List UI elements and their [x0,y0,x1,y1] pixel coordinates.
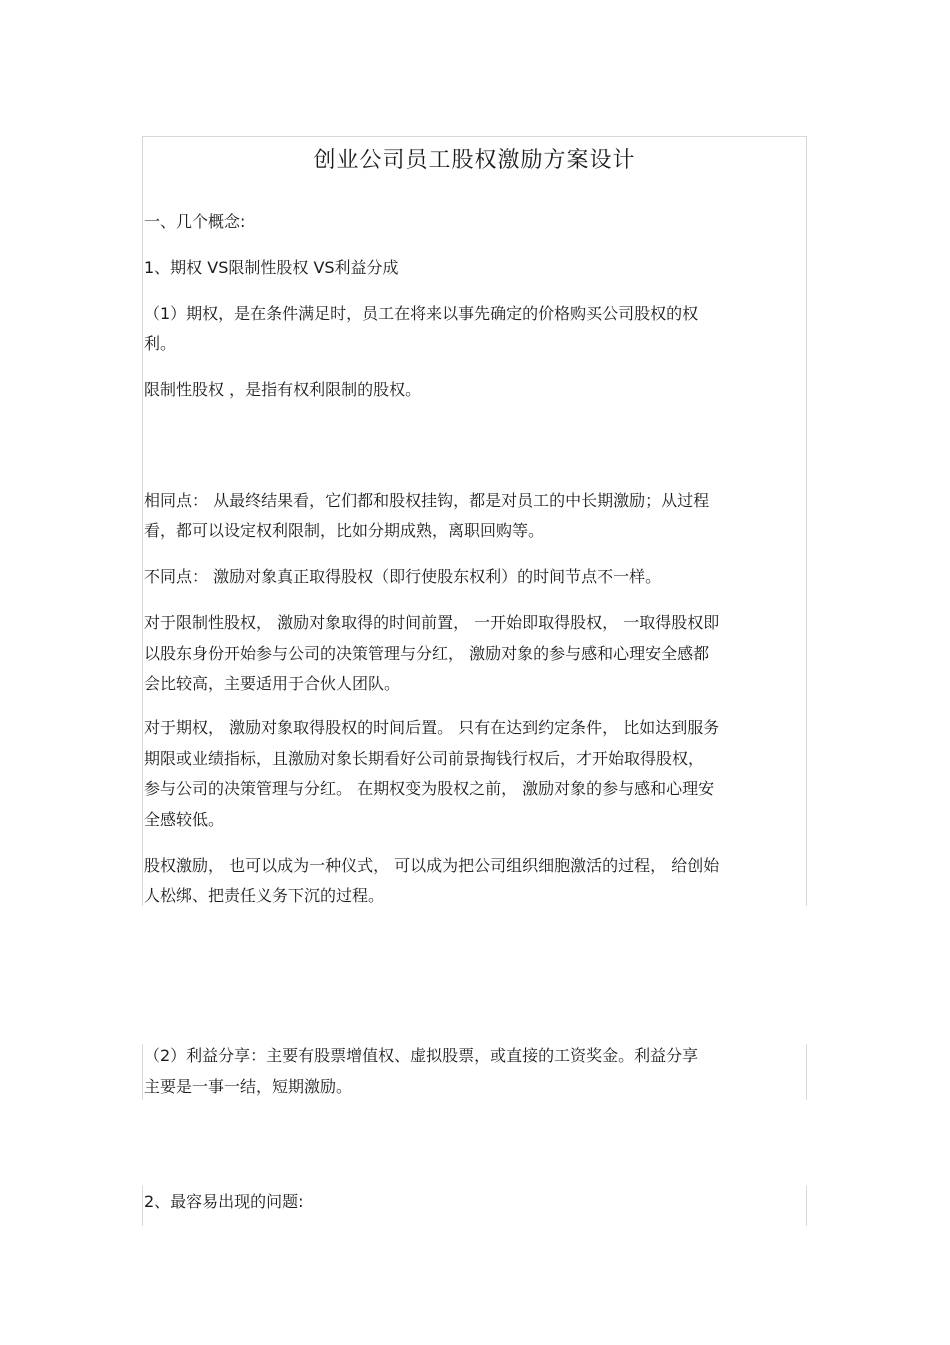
paragraph-line: 限制性股权 ，是指有权利限制的股权。 [144,380,422,399]
paragraph-line: 参与公司的决策管理与分红。 在期权变为股权之前， 激励对象的参与感和心理安 [144,779,715,798]
paragraph-line: （2）利益分享：主要有股票增值权、虚拟股票，或直接的工资奖金。利益分享 [144,1046,699,1065]
paragraph-line: 不同点： 激励对象真正取得股权（即行使股东权利）的时间节点不一样。 [144,567,662,586]
frame-right-border [806,136,807,906]
heading-option-vs: 1、期权 VS限制性股权 VS利益分成 [144,258,399,277]
frame-right-border-3 [806,1186,807,1226]
frame-left-border-3 [142,1186,143,1226]
frame-left-border [142,136,143,906]
paragraph-line: 主要是一事一结，短期激励。 [144,1077,353,1096]
frame-right-border-2 [806,1044,807,1100]
paragraph-line: 相同点： 从最终结果看，它们都和股权挂钩，都是对员工的中长期激励；从过程 [144,491,710,510]
paragraph-line: 利。 [144,334,177,353]
paragraph-line: 股权激励， 也可以成为一种仪式， 可以成为把公司组织细胞激活的过程， 给创始 [144,856,720,875]
heading-problems: 2、最容易出现的问题: [144,1192,304,1211]
paragraph-line: 会比较高，主要适用于合伙人团队。 [144,674,401,693]
paragraph-line: 对于期权， 激励对象取得股权的时间后置。 只有在达到约定条件， 比如达到服务 [144,718,720,737]
paragraph-line: 期限或业绩指标，且激励对象长期看好公司前景掏钱行权后，才开始取得股权， [144,749,705,768]
document-title: 创业公司员工股权激励方案设计 [313,148,636,173]
paragraph-line: 以股东身份开始参与公司的决策管理与分红， 激励对象的参与感和心理安全感都 [144,644,710,663]
paragraph-line: 看，都可以设定权利限制，比如分期成熟，离职回购等。 [144,521,545,540]
paragraph-line: 对于限制性股权， 激励对象取得的时间前置， 一开始即取得股权， 一取得股权即 [144,613,720,632]
paragraph-line: （1）期权，是在条件满足时，员工在将来以事先确定的价格购买公司股权的权 [144,304,699,323]
paragraph-line: 全感较低。 [144,810,225,829]
paragraph-line: 人松绑、把责任义务下沉的过程。 [144,886,385,905]
heading-concepts: 一、几个概念: [144,212,246,231]
frame-top-border [142,136,807,137]
frame-left-border-2 [142,1044,143,1100]
